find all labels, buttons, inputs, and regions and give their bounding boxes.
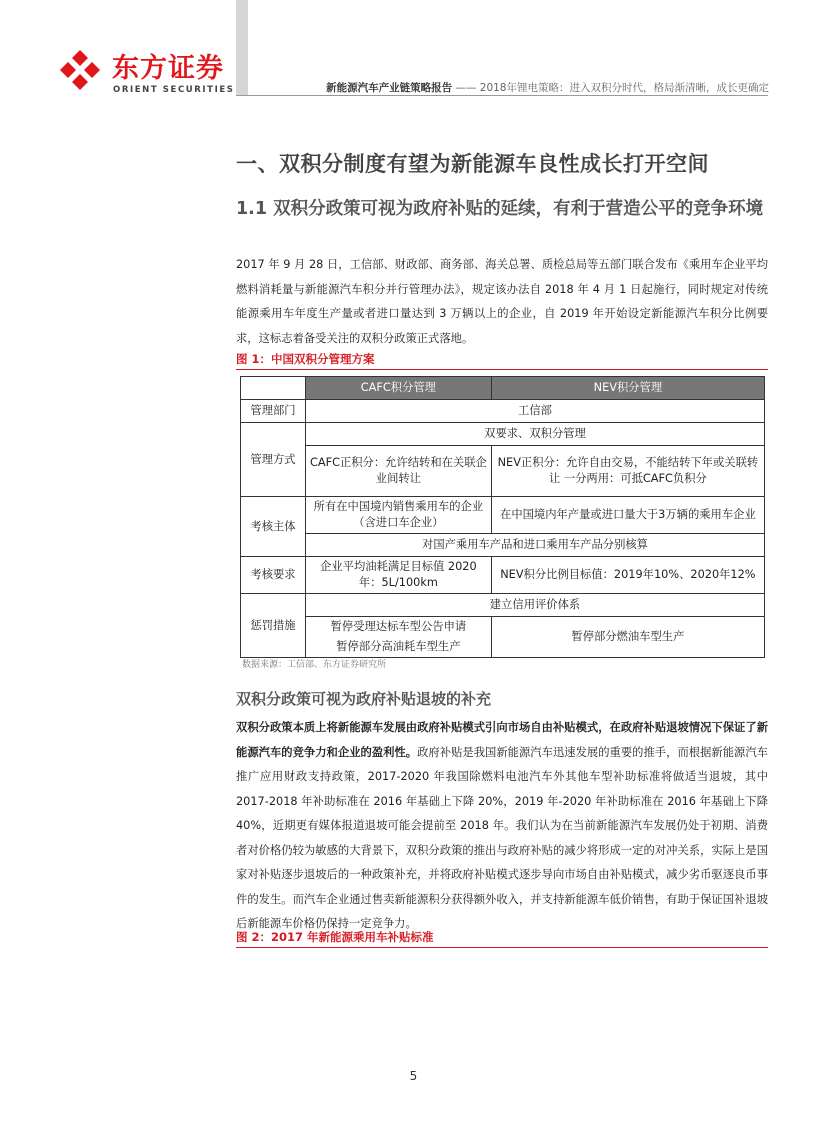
dual-credit-table <box>240 376 765 658</box>
col-header-cafc: CAFC积分管理 <box>306 377 492 400</box>
row-label: 惩罚措施 <box>241 594 306 658</box>
table-cell: 暂停部分高油耗车型生产 <box>306 637 492 658</box>
row-label: 考核主体 <box>241 497 306 557</box>
table-row <box>241 423 765 446</box>
orient-logo-icon <box>58 48 102 92</box>
header-divider <box>236 95 768 96</box>
table-row <box>241 594 765 617</box>
col-header-nev: NEV积分管理 <box>491 377 764 400</box>
report-title: 新能源汽车产业链策略报告 <box>326 82 453 94</box>
paragraph-body: 政府补贴是我国新能源汽车迅速发展的重要的推手，而根据新能源汽车推广应用财政支持政策，2017-2020 年我国除燃料电池汽车外其他车型补助标准将做适当退坡，其中 2017-2018 年补助标准在 2016 年基础上下降 20%，2019 年-2020 年补助标准在 2016 年基础上下降 40%，近期更有媒体报道退坡可能会提前至 2018 年。我们认为在当前新能源汽车发展仍处于初期、消费者对价格仍较为敏感的大背景下，双积分政策的推出与政府补贴的减少将形成一定的对冲关系，实际上是国家对补贴逐步退坡后的一种政策补充，并将政府补贴模式逐步导向市场自由补贴模式，减少劣币驱逐良币事件的发生。而汽车企业通过售卖新能源积分获得额外收入，并支持新能源车低价销售，有助于保证国补退坡后新能源车价格仍保持一定竞争力。 <box>236 745 768 930</box>
table-cell: 暂停部分燃油车型生产 <box>491 617 764 658</box>
page-number: 5 <box>409 1069 418 1083</box>
figure2-title: 图 2：2017 年新能源乘用车补贴标准 <box>236 929 768 948</box>
section-title: 一、双积分制度有望为新能源车良性成长打开空间 <box>236 152 709 176</box>
table-cell: CAFC正积分：允许结转和在关联企业间转让 <box>306 446 492 497</box>
subheading-subsidy: 双积分政策可视为政府补贴退坡的补充 <box>236 690 492 708</box>
logo-chinese-text: 东方证券 <box>112 53 224 84</box>
table-cell: 双要求、双积分管理 <box>306 423 765 446</box>
intro-paragraph: 2017 年 9 月 28 日，工信部、财政部、商务部、海关总署、质检总局等五部门联合发布《乘用车企业平均燃料消耗量与新能源汽车积分并行管理办法》，规定该办法自 2018 年 4 月 1 日起施行，同时规定对传统能源乘用车年度生产量或者进口量达到 3 万辆以上的企业，自 2019 年开始设定新能源汽车积分比例要求，这标志着备受关注的双积分政策正式落地。 <box>236 258 768 345</box>
table-cell: 企业平均油耗满足目标值 2020年：5L/100km <box>306 557 492 594</box>
table-cell: 暂停受理达标车型公告申请 <box>306 617 492 638</box>
row-label: 管理方式 <box>241 423 306 497</box>
table-cell: 所有在中国境内销售乘用车的企业（含进口车企业） <box>306 497 492 534</box>
table-cell: 建立信用评价体系 <box>306 594 765 617</box>
header-stripe <box>236 0 248 95</box>
table-row <box>241 557 765 594</box>
report-subtitle: —— 2018年锂电策略：进入双积分时代，格局渐清晰，成长更确定 <box>452 82 769 94</box>
figure1-source: 数据来源：工信部、东方证券研究所 <box>242 660 387 670</box>
table-cell: 工信部 <box>306 400 765 423</box>
logo-english-text: ORIENT SECURITIES <box>113 85 235 95</box>
table-cell: 在中国境内年产量或进口量大于3万辆的乘用车企业 <box>491 497 764 534</box>
table-row <box>241 534 765 557</box>
paragraph-bold-lead: 双积分政策本质上将新能源车发展由政府补贴模式引向市场自由补贴模式，在政府补贴退坡情况下保证了新能源汽车的竞争力和企业的盈利性。 <box>236 721 768 759</box>
table-row <box>241 617 765 638</box>
figure1-title: 图 1：中国双积分管理方案 <box>236 351 768 370</box>
table-cell: NEV积分比例目标值：2019年10%、2020年12% <box>491 557 764 594</box>
header-report-title <box>326 80 769 95</box>
table-header-row <box>241 377 765 400</box>
table-row <box>241 400 765 423</box>
table-row <box>241 446 765 497</box>
subsection-title: 1.1 双积分政策可视为政府补贴的延续，有利于营造公平的竞争环境 <box>236 199 764 219</box>
table-cell: NEV正积分：允许自由交易，不能结转下年或关联转让 一分两用：可抵CAFC负积分 <box>491 446 764 497</box>
subsidy-paragraph <box>236 716 768 937</box>
row-label: 管理部门 <box>241 400 306 423</box>
row-label: 考核要求 <box>241 557 306 594</box>
table-row <box>241 497 765 534</box>
table-cell: 对国产乘用车产品和进口乘用车产品分别核算 <box>306 534 765 557</box>
